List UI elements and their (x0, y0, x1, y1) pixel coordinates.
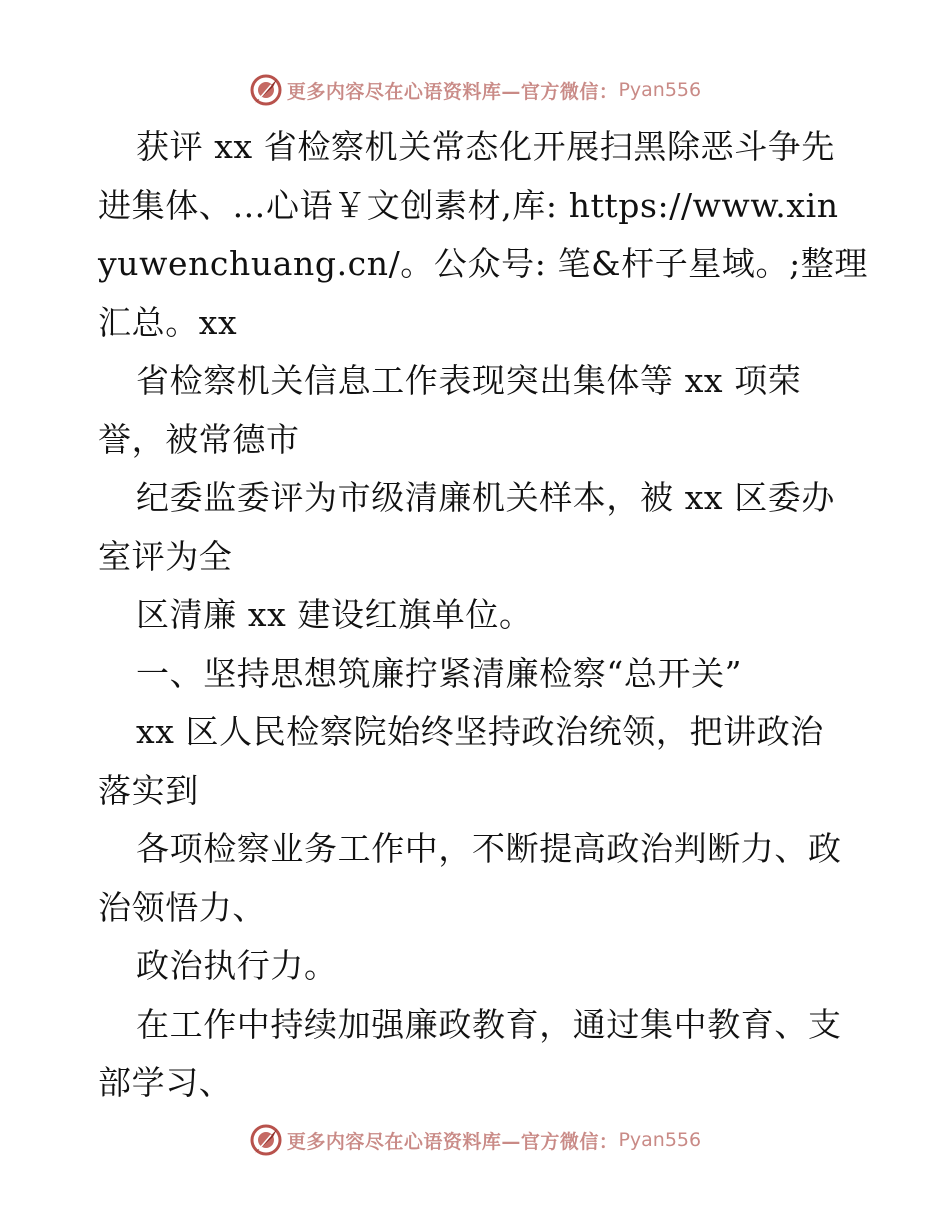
paragraph-line: yuwenchuang.cn/。公众号: 笔&杆子星域。;整理 (98, 244, 869, 283)
paragraph-line: 治领悟力、 (98, 887, 266, 927)
paragraph-line: xx 区人民检察院始终坚持政治统领，把讲政治 (136, 712, 824, 751)
watermark-wechat-label: 官方微信： (520, 1130, 619, 1153)
paragraph-line: 省检察机关信息工作表现突出集体等 xx 项荣 (136, 361, 802, 400)
paragraph-line: 室评为全 (98, 536, 233, 576)
quill-seal-icon (249, 73, 283, 107)
paragraph-line: 区清廉 xx 建设红旗单位。 (136, 595, 533, 634)
document-body (98, 118, 869, 1113)
watermark-text: 更多内容尽在心语资料库— (286, 1130, 521, 1153)
watermark-wechat-id: Pyan556 (618, 79, 702, 101)
header-watermark (0, 70, 950, 110)
paragraph-line: 各项检察业务工作中，不断提高政治判断力、政 (136, 829, 842, 868)
paragraph-line: 落实到 (98, 770, 199, 810)
paragraph-line: 在工作中持续加强廉政教育，通过集中教育、支 (136, 1004, 842, 1044)
paragraph-line: 誉，被常德市 (98, 419, 300, 459)
footer-watermark (0, 1120, 950, 1160)
paragraph-line: 政治执行力。 (136, 946, 338, 985)
quill-seal-icon (249, 1123, 283, 1157)
paragraph-line: 进集体、…心语￥文创素材,库: https://www.xin (98, 185, 839, 225)
paragraph-line: 获评 xx 省检察机关常态化开展扫黑除恶斗争先 (136, 127, 836, 166)
watermark-wechat-id: Pyan556 (618, 1129, 702, 1151)
watermark-text: 更多内容尽在心语资料库— (286, 80, 521, 103)
section-heading: 一、坚持思想筑廉拧紧清廉检察“总开关” (136, 653, 743, 693)
watermark-wechat-label: 官方微信： (520, 80, 619, 103)
paragraph-line: 纪委监委评为市级清廉机关样本，被 xx 区委办 (136, 478, 836, 517)
paragraph-line: 汇总。xx (98, 302, 238, 342)
paragraph-line: 部学习、 (98, 1063, 233, 1102)
